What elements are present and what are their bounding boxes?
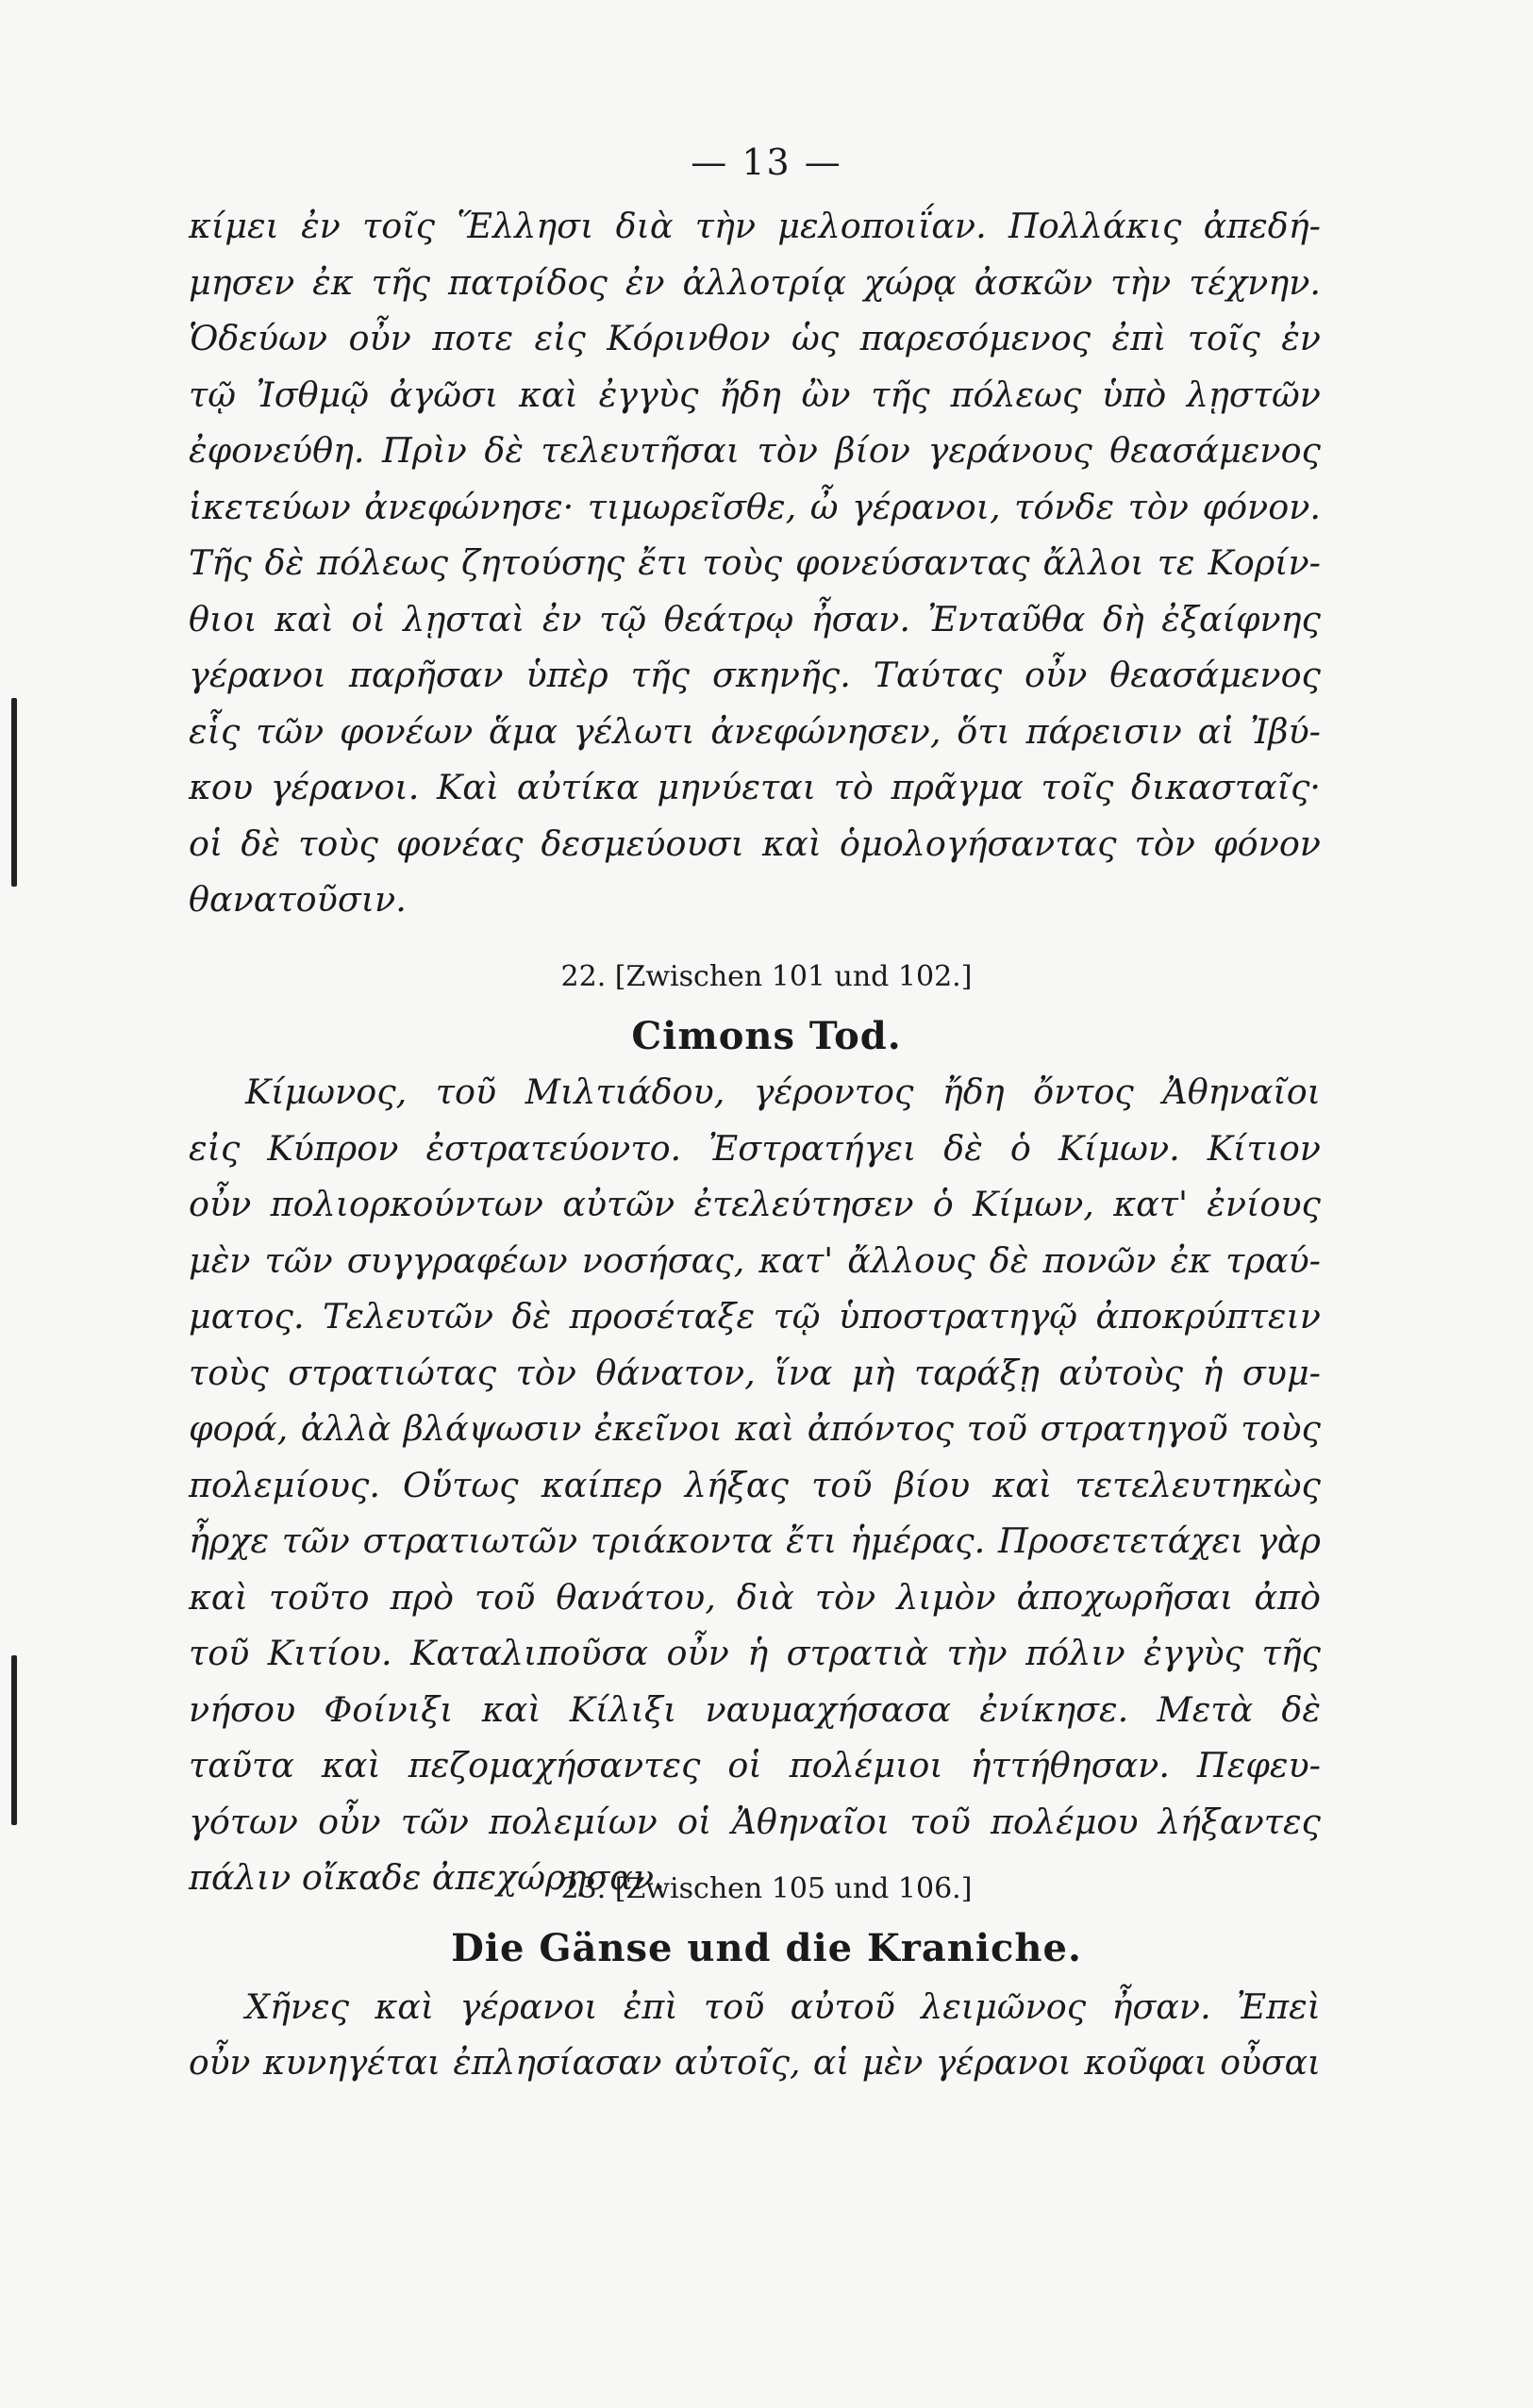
text-line: πολεμίους. Οὕτως καίπερ λήξας τοῦ βίου καὶ τετελευτηκὼς — [189, 1464, 1321, 1505]
paragraph-ibycus-ending — [189, 198, 1321, 928]
text-line: οὖν κυνηγέται ἐπλησίασαν αὐτοῖς, αἱ μὲν γέρανοι κοῦφαι οὖσαι — [189, 2043, 1321, 2083]
paragraph-geese-cranes — [189, 1979, 1321, 2091]
text-line: Ὁδεύων οὖν ποτε εἰς Κόρινθον ὡς παρεσόμενος ἐπὶ τοῖς ἐν — [189, 318, 1321, 358]
section-22-title: Cimons Tod. — [631, 1014, 902, 1058]
text-line: πάλιν οἴκαδε ἀπεχώρησαν. — [189, 1857, 665, 1898]
text-line: ἱκετεύων ἀνεφώνησε· τιμωρεῖσθε, ὦ γέρανοι, τόνδε τὸν φόνον. — [189, 486, 1321, 527]
text-line: ματος. Τελευτῶν δὲ προσέταξε τῷ ὑποστρατηγῷ ἀποκρύπτειν — [189, 1296, 1321, 1337]
text-line: οἱ δὲ τοὺς φονέας δεσμεύουσι καὶ ὁμολογήσαντας τὸν φόνον — [189, 822, 1321, 864]
page-edge-mark — [11, 698, 17, 887]
text-line: φορά, ἀλλὰ βλάψωσιν ἐκεῖνοι καὶ ἀπόντος τοῦ στρατηγοῦ τοὺς — [189, 1408, 1321, 1449]
text-line: εἰς Κύπρον ἐστρατεύοντο. Ἐστρατήγει δὲ ὁ Κίμων. Κίτιον — [189, 1127, 1321, 1169]
text-line: οὖν πολιορκούντων αὐτῶν ἐτελεύτησεν ὁ Κίμων, κατ' ἐνίους — [189, 1184, 1321, 1224]
text-line: Χῆνες καὶ γέρανοι ἐπὶ τοῦ αὐτοῦ λειμῶνος ἦσαν. Ἐπεὶ — [245, 1986, 1321, 2027]
text-line: γότων οὖν τῶν πολεμίων οἱ Ἀθηναῖοι τοῦ πολέμου λήξαντες — [189, 1801, 1321, 1842]
text-line: θιοι καὶ οἱ λῃσταὶ ἐν τῷ θεάτρῳ ἦσαν. Ἐνταῦθα δὴ ἐξαίφνης — [189, 598, 1321, 639]
text-line: τοῦ Κιτίου. Καταλιποῦσα οὖν ἡ στρατιὰ τὴν πόλιν ἐγγὺς τῆς — [189, 1633, 1321, 1673]
text-line: ταῦτα καὶ πεζομαχήσαντες οἱ πολέμιοι ἡττήθησαν. Πεφευ- — [189, 1745, 1321, 1785]
text-line: εἷς τῶν φονέων ἅμα γέλωτι ἀνεφώνησεν, ὅτι πάρεισιν αἱ Ἰβύ- — [189, 710, 1321, 752]
page-edge-mark — [11, 1655, 17, 1825]
section-22-number: 22. [Zwischen 101 und 102.] — [560, 960, 973, 993]
text-line: μὲν τῶν συγγραφέων νοσήσας, κατ' ἄλλους δὲ πονῶν ἐκ τραύ- — [189, 1239, 1321, 1281]
text-line: γέρανοι παρῆσαν ὑπὲρ τῆς σκηνῆς. Ταύτας οὖν θεασάμενος — [189, 655, 1321, 695]
text-line: θανατοῦσιν. — [189, 879, 407, 920]
text-line: τῷ Ἰσθμῷ ἀγῶσι καὶ ἐγγὺς ἤδη ὢν τῆς πόλεως ὑπὸ λῃστῶν — [189, 374, 1321, 415]
text-line: Κίμωνος, τοῦ Μιλτιάδου, γέροντος ἤδη ὄντος Ἀθηναῖοι — [245, 1071, 1321, 1112]
paragraph-cimon — [189, 1064, 1321, 1906]
text-line: ἦρχε τῶν στρατιωτῶν τριάκοντα ἔτι ἡμέρας. Προσετετάχει γὰρ — [189, 1520, 1321, 1561]
text-line: Τῆς δὲ πόλεως ζητούσης ἔτι τοὺς φονεύσαντας ἄλλοι τε Κορίν- — [189, 542, 1321, 583]
text-line: κου γέρανοι. Καὶ αὐτίκα μηνύεται τὸ πρᾶγμα τοῖς δικασταῖς· — [189, 767, 1321, 807]
text-line: μησεν ἐκ τῆς πατρίδος ἐν ἀλλοτρίᾳ χώρᾳ ἀσκῶν τὴν τέχνην. — [189, 261, 1321, 303]
text-line: κίμει ἐν τοῖς Ἕλλησι διὰ τὴν μελοποιΐαν. Πολλάκις ἀπεδή- — [189, 206, 1321, 246]
text-line: καὶ τοῦτο πρὸ τοῦ θανάτου, διὰ τὸν λιμὸν ἀποχωρῆσαι ἀπὸ — [189, 1576, 1321, 1618]
section-23-number: 23. [Zwischen 105 und 106.] — [560, 1872, 973, 1905]
text-line: τοὺς στρατιώτας τὸν θάνατον, ἵνα μὴ ταράξῃ αὐτοὺς ἡ συμ- — [189, 1352, 1321, 1393]
text-line: ἐφονεύθη. Πρὶν δὲ τελευτῆσαι τὸν βίον γεράνους θεασάμενος — [189, 430, 1321, 471]
page-number: — 13 — — [691, 141, 842, 183]
section-23-title: Die Gänse und die Kraniche. — [451, 1926, 1082, 1970]
text-line: νήσου Φοίνιξι καὶ Κίλιξι ναυμαχήσασα ἐνίκησε. Μετὰ δὲ — [189, 1688, 1321, 1730]
